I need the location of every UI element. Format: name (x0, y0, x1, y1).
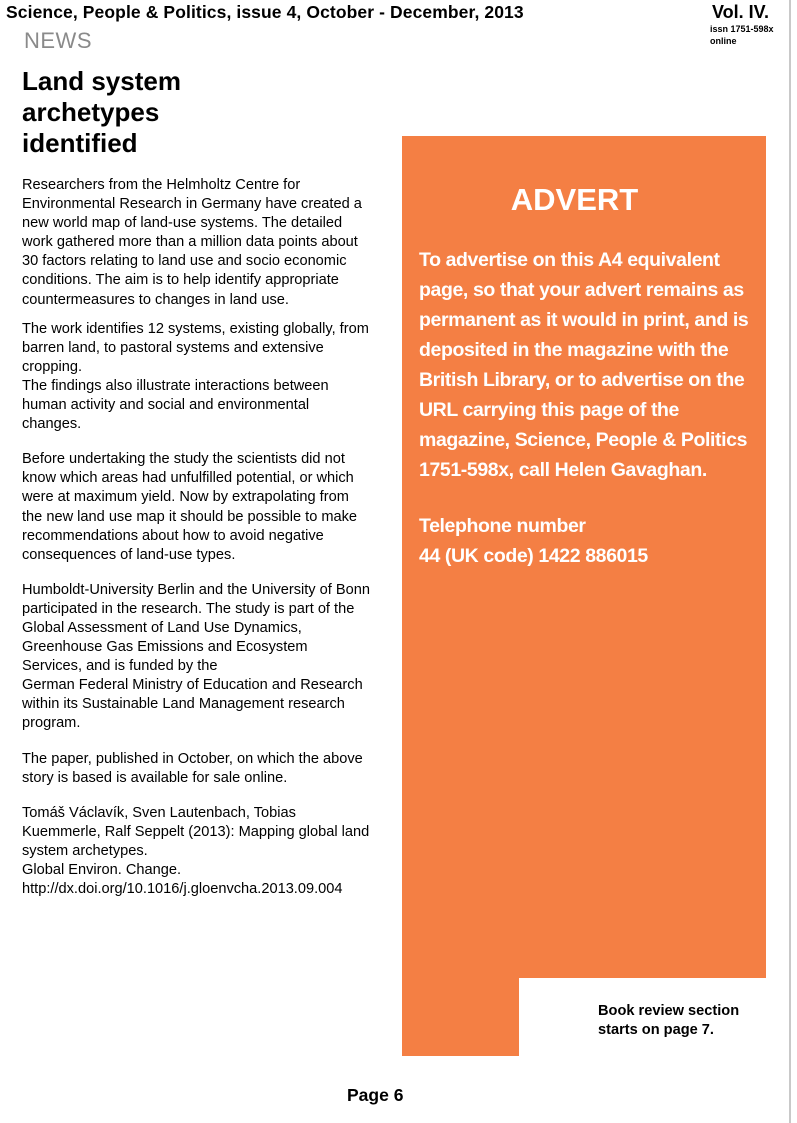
volume-label: Vol. IV. (711, 2, 769, 22)
article-paragraph: German Federal Ministry of Education and Research within its Sustainable Land Management research program. (22, 677, 363, 732)
advert-body (419, 245, 764, 597)
article-body (22, 176, 370, 909)
citation (22, 804, 370, 899)
article-paragraph: Humboldt-University Berlin and the University of Bonn participated in the research. The study is part of the (22, 581, 370, 617)
advert-line: magazine, Science, People & Politics (419, 429, 748, 451)
issn-number: issn 1751-598x (710, 24, 774, 34)
headline-line: Land system (22, 66, 181, 96)
advert-line: permanent as it would in print, and is (419, 309, 749, 331)
page-label: Page (347, 1085, 389, 1105)
advert-line: deposited in the magazine with the (419, 339, 729, 361)
advert-line: 1751-598x, call Helen Gavaghan. (419, 459, 707, 481)
book-review-note: Book review section starts on page 7. (598, 1003, 740, 1038)
section-label: NEWS (24, 28, 92, 53)
issn-note: online (710, 36, 737, 46)
article-paragraph: The paper, published in October, on which the above story is based is available for sale online. (22, 750, 363, 786)
citation-journal: Global Environ. Change. (22, 862, 182, 878)
article-paragraph: Before undertaking the study the scientists did not know which areas had unfulfilled potential, or which were at maximum yield. Now by extrapolating from the new land use map it should be possible to make recommendations about how to avoid negative consequences of land-use types. (22, 451, 358, 563)
advert-line: URL carrying this page of the (419, 399, 680, 421)
article-paragraph: The work identifies 12 systems, existing globally, from barren land, to pastoral systems and extensive cropping. (22, 320, 369, 375)
headline-line: archetypes (22, 97, 160, 127)
phone-number: 44 (UK code) 1422 886015 (419, 545, 648, 567)
page-number (347, 1085, 403, 1106)
masthead: Science, People & Politics, issue 4, October - December, 2013 (6, 2, 524, 22)
page-value: 6 (393, 1085, 404, 1105)
advert-text (419, 245, 764, 485)
advert-title: ADVERT (510, 182, 639, 217)
citation-authors: Tomáš Václavík, Sven Lautenbach, Tobias Kuemmerle, Ralf Seppelt (2013): Mapping global land system archetypes. (22, 804, 370, 859)
citation-doi: http://dx.doi.org/10.1016/j.gloenvcha.2013.09.004 (22, 881, 343, 898)
page-edge-line (789, 0, 791, 1123)
advert-line: To advertise on this A4 equivalent (419, 249, 720, 271)
advert-line: British Library, or to advertise on the (419, 369, 745, 391)
headline-line: identified (22, 128, 138, 158)
advert-contact (419, 511, 764, 571)
article-paragraph: The findings also illustrate interactions between human activity and social and environmental changes. (22, 377, 329, 433)
issn-block (710, 23, 774, 47)
phone-label: Telephone number (419, 515, 586, 537)
article-paragraph: Researchers from the Helmholtz Centre for Environmental Research in Germany have created a new world map of land-use systems. The detailed work gathered more than a million data points about 30 factors relating to land use and socio economic conditions. The aim is to help identify appropriate countermeasures to changes in land use. (22, 177, 362, 308)
advert-line: page, so that your advert remains as (419, 279, 744, 301)
article-headline (22, 66, 322, 159)
article-paragraph: Global Assessment of Land Use Dynamics, Greenhouse Gas Emissions and Ecosystem Services, and is funded by the (22, 619, 308, 675)
